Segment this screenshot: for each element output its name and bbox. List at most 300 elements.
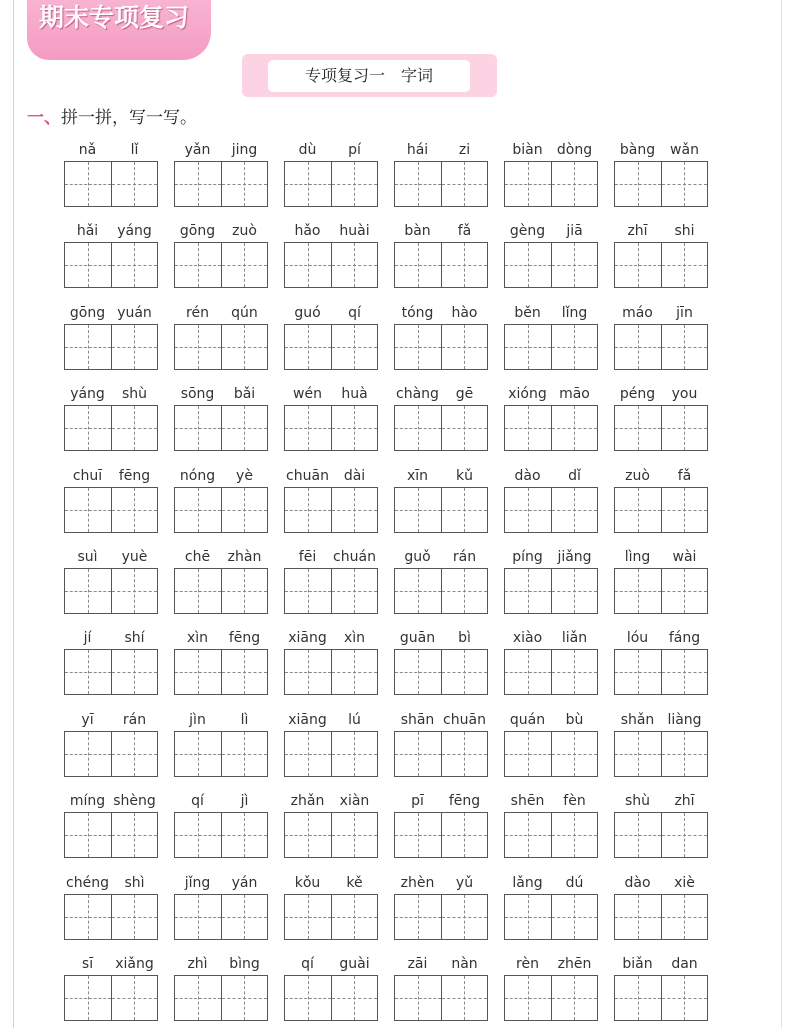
pinyin-syllable: máo [622, 304, 653, 321]
tianzige-cell [332, 569, 378, 613]
tianzige-cell [222, 406, 268, 450]
word-item [284, 467, 378, 533]
pinyin-syllable: wén [293, 386, 322, 403]
tianzige-cell [662, 813, 708, 857]
tianzige-pair [174, 649, 268, 695]
tianzige-cell [552, 488, 598, 532]
tianzige-pair [174, 731, 268, 777]
tianzige-cell [395, 650, 442, 694]
pinyin-syllable: xióng [508, 386, 547, 403]
pinyin-syllable: dù [298, 142, 317, 158]
header-tab [27, 0, 211, 60]
pinyin-syllable: huài [339, 223, 370, 240]
tianzige-cell [442, 813, 488, 857]
pinyin-syllable: chuān [443, 711, 486, 728]
tianzige-cell [175, 650, 222, 694]
word-item [394, 222, 488, 288]
word-item [174, 141, 268, 207]
tianzige-cell [442, 895, 488, 939]
tianzige-pair [394, 487, 488, 533]
tianzige-pair [394, 649, 488, 695]
tianzige-cell [615, 162, 662, 206]
tianzige-pair [614, 731, 708, 777]
word-item [174, 548, 268, 614]
tianzige-cell [222, 325, 268, 369]
tianzige-cell [112, 406, 158, 450]
tianzige-pair [504, 324, 598, 370]
word-item [614, 629, 708, 695]
pinyin-syllable: míng [69, 793, 106, 810]
tianzige-cell [285, 406, 332, 450]
tianzige-cell [175, 813, 222, 857]
pinyin-row [64, 222, 158, 240]
pinyin-syllable: xīn [406, 467, 429, 484]
tianzige-cell [285, 895, 332, 939]
word-item [64, 222, 158, 288]
pinyin-syllable: qí [301, 956, 314, 972]
pinyin-syllable: quán [509, 711, 546, 728]
pinyin-syllable: yuán [117, 304, 152, 321]
word-item [614, 467, 708, 533]
tianzige-pair [504, 568, 598, 614]
tianzige-cell [175, 162, 222, 206]
pinyin-row [614, 548, 708, 566]
tianzige-cell [65, 569, 112, 613]
tianzige-pair [284, 649, 378, 695]
pinyin-row [504, 141, 598, 159]
tianzige-cell [442, 732, 488, 776]
pinyin-row [64, 874, 158, 892]
pinyin-syllable: pí [348, 142, 361, 158]
pinyin-syllable: yè [236, 467, 253, 484]
pinyin-syllable: lì [240, 711, 249, 728]
tianzige-cell [505, 243, 552, 287]
tianzige-cell [615, 976, 662, 1020]
word-item [504, 222, 598, 288]
pinyin-syllable: lǐ [130, 142, 139, 158]
pinyin-row [394, 629, 488, 647]
word-item [64, 711, 158, 777]
tianzige-cell [662, 325, 708, 369]
word-item [504, 792, 598, 858]
tianzige-pair [284, 405, 378, 451]
word-item [64, 385, 158, 451]
tianzige-pair [614, 242, 708, 288]
tianzige-cell [65, 732, 112, 776]
tianzige-pair [614, 812, 708, 858]
pinyin-syllable: guó [294, 304, 321, 321]
tianzige-cell [285, 243, 332, 287]
tianzige-pair [614, 568, 708, 614]
tianzige-cell [222, 976, 268, 1020]
word-item [394, 955, 488, 1021]
pinyin-syllable: zhì [187, 956, 208, 972]
tianzige-pair [64, 487, 158, 533]
pinyin-row [504, 304, 598, 322]
tianzige-cell [552, 650, 598, 694]
word-item [174, 304, 268, 370]
tianzige-cell [285, 650, 332, 694]
tianzige-cell [505, 976, 552, 1020]
pinyin-syllable: yán [231, 874, 258, 891]
pinyin-syllable: huà [341, 386, 368, 403]
exercise-heading [27, 106, 197, 130]
word-item [284, 222, 378, 288]
pinyin-syllable: guài [339, 956, 370, 972]
tianzige-pair [284, 731, 378, 777]
tianzige-cell [285, 732, 332, 776]
tianzige-cell [442, 325, 488, 369]
pinyin-syllable: jīn [676, 304, 693, 321]
pinyin-row [394, 548, 488, 566]
tianzige-cell [65, 406, 112, 450]
pinyin-syllable: zhèn [400, 874, 435, 891]
tianzige-cell [662, 650, 708, 694]
tianzige-cell [505, 325, 552, 369]
tianzige-pair [174, 487, 268, 533]
tianzige-pair [504, 649, 598, 695]
pinyin-syllable: yáng [117, 223, 152, 240]
pinyin-syllable: bǎi [233, 386, 256, 403]
pinyin-syllable: péng [619, 386, 656, 403]
word-item [504, 385, 598, 451]
tianzige-cell [662, 895, 708, 939]
tianzige-cell [662, 732, 708, 776]
pinyin-syllable: jì [240, 793, 249, 810]
pinyin-syllable: bù [565, 711, 584, 728]
tianzige-pair [504, 242, 598, 288]
pinyin-syllable: tóng [401, 304, 434, 321]
word-item [64, 955, 158, 1021]
pinyin-syllable: rán [452, 549, 477, 565]
tianzige-cell [112, 732, 158, 776]
tianzige-cell [222, 488, 268, 532]
tianzige-cell [332, 162, 378, 206]
tianzige-cell [222, 813, 268, 857]
pinyin-syllable: dan [671, 956, 698, 972]
pinyin-syllable: suì [77, 549, 98, 565]
pinyin-syllable: zhēn [557, 956, 592, 972]
tianzige-cell [662, 406, 708, 450]
pinyin-syllable: yī [81, 711, 94, 728]
tianzige-pair [504, 405, 598, 451]
word-item [504, 711, 598, 777]
pinyin-row [174, 711, 268, 729]
tianzige-cell [395, 813, 442, 857]
exercise-number: 一、 [27, 108, 61, 128]
tianzige-pair [614, 324, 708, 370]
pinyin-row [174, 467, 268, 485]
tianzige-cell [395, 895, 442, 939]
tianzige-cell [65, 976, 112, 1020]
pinyin-syllable: jí [83, 630, 92, 647]
tianzige-cell [285, 569, 332, 613]
word-item [174, 222, 268, 288]
tianzige-cell [222, 650, 268, 694]
pinyin-row [394, 711, 488, 729]
pinyin-row [394, 304, 488, 322]
pinyin-syllable: dào [624, 874, 651, 891]
word-item [64, 548, 158, 614]
pinyin-syllable: shān [400, 711, 435, 728]
page-edge-left [13, 0, 14, 1028]
pinyin-row [284, 711, 378, 729]
pinyin-row [284, 222, 378, 240]
pinyin-syllable: kě [346, 874, 363, 891]
tianzige-cell [175, 976, 222, 1020]
pinyin-syllable: dǐ [568, 467, 581, 484]
tianzige-cell [552, 569, 598, 613]
tianzige-pair [174, 975, 268, 1021]
pinyin-row [394, 792, 488, 810]
pinyin-syllable: rèn [516, 956, 539, 972]
pinyin-syllable: jiā [566, 223, 583, 240]
tianzige-pair [504, 812, 598, 858]
word-item [614, 222, 708, 288]
tianzige-cell [395, 732, 442, 776]
pinyin-row [504, 955, 598, 973]
pinyin-row [64, 304, 158, 322]
word-item [64, 629, 158, 695]
tianzige-cell [442, 162, 488, 206]
tianzige-cell [552, 895, 598, 939]
pinyin-syllable: bìng [229, 956, 260, 972]
pinyin-syllable: rán [122, 711, 147, 728]
section-title-frame [242, 54, 497, 97]
tianzige-pair [504, 161, 598, 207]
pinyin-row [614, 141, 708, 159]
tianzige-cell [395, 569, 442, 613]
pinyin-row [174, 955, 268, 973]
pinyin-syllable: zhàn [227, 549, 262, 565]
pinyin-syllable: māo [559, 386, 590, 403]
tianzige-cell [615, 569, 662, 613]
tianzige-cell [505, 569, 552, 613]
pinyin-row [504, 222, 598, 240]
pinyin-row [614, 304, 708, 322]
tianzige-cell [65, 325, 112, 369]
tianzige-pair [284, 161, 378, 207]
tianzige-pair [64, 649, 158, 695]
tianzige-cell [112, 488, 158, 532]
tianzige-cell [662, 976, 708, 1020]
pinyin-syllable: rén [186, 304, 209, 321]
tianzige-cell [112, 243, 158, 287]
tianzige-pair [284, 975, 378, 1021]
word-item [394, 467, 488, 533]
pinyin-syllable: chē [184, 549, 211, 565]
tianzige-cell [662, 569, 708, 613]
pinyin-syllable: jing [231, 142, 258, 158]
pinyin-row [284, 548, 378, 566]
tianzige-pair [64, 812, 158, 858]
tianzige-cell [442, 976, 488, 1020]
page-edge-right [781, 0, 782, 1028]
word-item [174, 874, 268, 940]
word-item [174, 629, 268, 695]
tianzige-pair [394, 161, 488, 207]
tianzige-cell [552, 813, 598, 857]
word-item [174, 385, 268, 451]
tianzige-cell [65, 488, 112, 532]
pinyin-syllable: xiào [512, 630, 543, 647]
tianzige-pair [394, 405, 488, 451]
pinyin-syllable: xiāng [288, 711, 327, 728]
tianzige-cell [615, 406, 662, 450]
tianzige-cell [332, 976, 378, 1020]
section-title: 专项复习一 字词 [268, 60, 470, 92]
tianzige-cell [65, 650, 112, 694]
word-item [174, 467, 268, 533]
pinyin-row [504, 385, 598, 403]
word-item [64, 141, 158, 207]
word-item [504, 874, 598, 940]
tianzige-cell [65, 895, 112, 939]
word-item [394, 548, 488, 614]
pinyin-row [394, 955, 488, 973]
pinyin-syllable: zhǎn [290, 793, 325, 810]
pinyin-syllable: yuè [121, 549, 148, 565]
pinyin-syllable: jiǎng [557, 549, 592, 565]
pinyin-syllable: wǎn [670, 142, 699, 158]
tianzige-cell [112, 325, 158, 369]
tianzige-pair [504, 731, 598, 777]
tianzige-cell [615, 488, 662, 532]
pinyin-row [284, 955, 378, 973]
tianzige-cell [112, 569, 158, 613]
tianzige-cell [112, 162, 158, 206]
tianzige-cell [505, 162, 552, 206]
tianzige-cell [662, 243, 708, 287]
tianzige-pair [394, 894, 488, 940]
tianzige-cell [442, 569, 488, 613]
pinyin-syllable: nàn [451, 956, 478, 972]
pinyin-syllable: nóng [179, 467, 216, 484]
pinyin-syllable: dào [514, 467, 541, 484]
tianzige-pair [394, 812, 488, 858]
word-item [174, 711, 268, 777]
pinyin-syllable: shèng [113, 793, 156, 810]
tianzige-cell [332, 406, 378, 450]
pinyin-syllable: dú [565, 874, 584, 891]
tianzige-pair [394, 324, 488, 370]
tianzige-cell [505, 895, 552, 939]
pinyin-syllable: chuán [333, 549, 376, 565]
pinyin-row [504, 792, 598, 810]
pinyin-syllable: zhī [674, 793, 695, 810]
pinyin-row [504, 874, 598, 892]
pinyin-syllable: fǎ [677, 467, 692, 484]
pinyin-row [614, 792, 708, 810]
tianzige-cell [615, 732, 662, 776]
tianzige-cell [662, 488, 708, 532]
pinyin-row [394, 141, 488, 159]
tianzige-pair [504, 487, 598, 533]
tianzige-cell [395, 325, 442, 369]
pinyin-syllable: zuò [232, 223, 257, 240]
pinyin-syllable: bì [458, 630, 471, 647]
tianzige-pair [394, 975, 488, 1021]
pinyin-syllable: dòng [556, 142, 593, 158]
word-item [394, 141, 488, 207]
pinyin-row [174, 548, 268, 566]
pinyin-syllable: shì [124, 874, 145, 891]
tianzige-pair [64, 405, 158, 451]
tianzige-cell [222, 243, 268, 287]
pinyin-syllable: chuī [72, 467, 103, 484]
pinyin-row [174, 304, 268, 322]
word-item [504, 141, 598, 207]
word-item [504, 304, 598, 370]
header-tab-label: 期末专项复习 [39, 3, 190, 32]
pinyin-row [394, 467, 488, 485]
pinyin-syllable: hǎi [76, 223, 99, 240]
pinyin-syllable: jǐng [184, 874, 211, 891]
pinyin-syllable: gē [455, 386, 474, 403]
pinyin-row [174, 874, 268, 892]
tianzige-cell [505, 650, 552, 694]
tianzige-cell [505, 732, 552, 776]
tianzige-cell [175, 488, 222, 532]
tianzige-cell [175, 406, 222, 450]
pinyin-syllable: kǒu [294, 874, 321, 891]
pinyin-row [64, 548, 158, 566]
word-item [394, 711, 488, 777]
pinyin-syllable: biǎn [622, 956, 653, 972]
tianzige-cell [442, 406, 488, 450]
tianzige-pair [64, 894, 158, 940]
tianzige-cell [332, 895, 378, 939]
tianzige-cell [222, 895, 268, 939]
tianzige-pair [614, 161, 708, 207]
tianzige-cell [65, 243, 112, 287]
word-item [614, 548, 708, 614]
tianzige-pair [284, 568, 378, 614]
tianzige-pair [614, 894, 708, 940]
tianzige-pair [174, 161, 268, 207]
tianzige-pair [284, 487, 378, 533]
pinyin-syllable: jìn [189, 711, 206, 728]
tianzige-cell [332, 650, 378, 694]
pinyin-syllable: xìn [343, 630, 366, 647]
pinyin-row [284, 141, 378, 159]
tianzige-cell [395, 976, 442, 1020]
tianzige-cell [285, 325, 332, 369]
tianzige-pair [174, 324, 268, 370]
pinyin-syllable: zhī [627, 223, 648, 240]
pinyin-syllable: you [671, 386, 698, 403]
tianzige-pair [174, 568, 268, 614]
pinyin-row [174, 222, 268, 240]
word-item [614, 385, 708, 451]
word-item [504, 629, 598, 695]
pinyin-row [64, 629, 158, 647]
tianzige-pair [284, 812, 378, 858]
pinyin-row [284, 792, 378, 810]
pinyin-row [284, 304, 378, 322]
tianzige-cell [662, 162, 708, 206]
pinyin-row [174, 792, 268, 810]
pinyin-syllable: gōng [69, 304, 106, 321]
pinyin-syllable: fēng [228, 630, 261, 647]
pinyin-syllable: zi [458, 142, 471, 158]
pinyin-row [614, 385, 708, 403]
pinyin-syllable: chuān [286, 467, 329, 484]
tianzige-cell [505, 406, 552, 450]
pinyin-syllable: shi [674, 223, 695, 240]
word-item [284, 792, 378, 858]
word-item [614, 141, 708, 207]
